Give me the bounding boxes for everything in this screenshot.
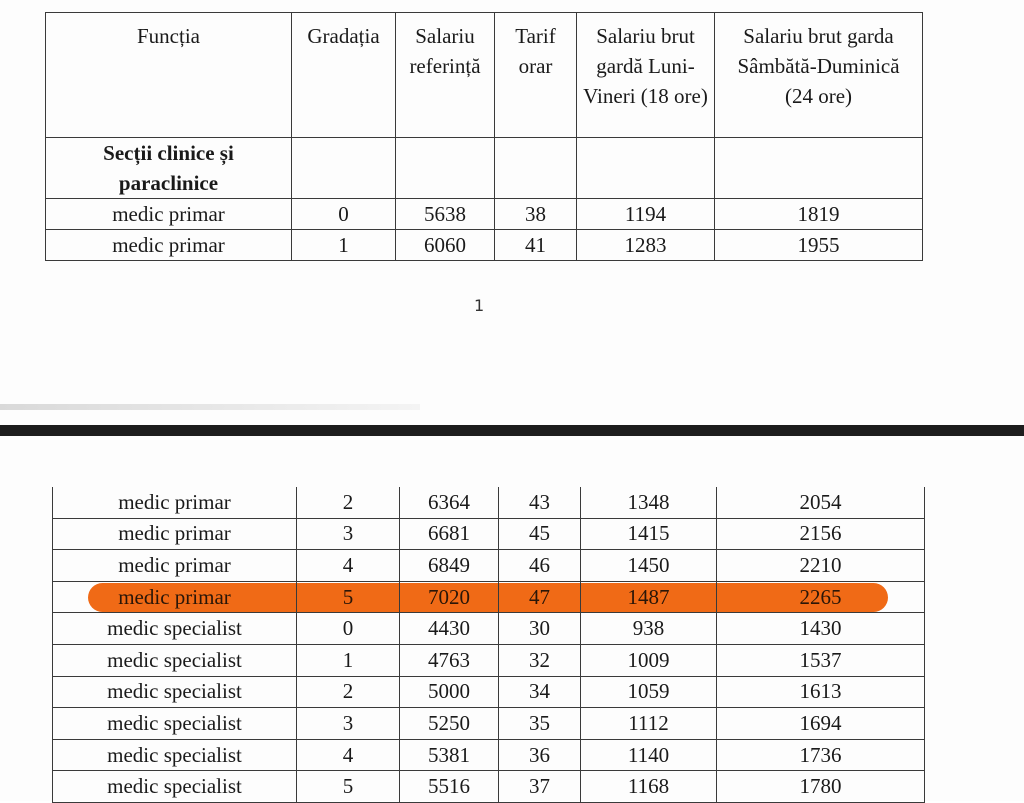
- cell-gradatia: 5: [297, 771, 400, 803]
- cell-salariu: 5000: [400, 676, 499, 708]
- cell-salariu: 4763: [400, 644, 499, 676]
- table-header-row: [46, 13, 923, 138]
- cell-functia: medic specialist: [53, 644, 297, 676]
- cell-gradatia: 3: [297, 518, 400, 550]
- cell-functia: medic primar: [53, 518, 297, 550]
- cell-garda-sd: 2054: [717, 487, 925, 518]
- section-row: [46, 138, 923, 199]
- cell-garda-sd: 1780: [717, 771, 925, 803]
- cell-garda-sd: 2210: [717, 550, 925, 582]
- cell-gradatia: 0: [297, 613, 400, 645]
- cell-gradatia: 4: [297, 739, 400, 771]
- cell-salariu: 4430: [400, 613, 499, 645]
- cell-gradatia: 3: [297, 708, 400, 740]
- cell-functia: medic primar: [53, 550, 297, 582]
- header-garda-luni-vineri: Salariu brut gardă Luni-Vineri (18 ore): [577, 13, 715, 138]
- cell-functia: medic specialist: [53, 613, 297, 645]
- cell-tarif: 32: [499, 644, 581, 676]
- cell-salariu: 6060: [396, 230, 495, 261]
- cell-garda-sd: 1694: [717, 708, 925, 740]
- cell-gradatia: 2: [297, 676, 400, 708]
- cell-garda-lv: 938: [581, 613, 717, 645]
- cell-garda-sd: 1537: [717, 644, 925, 676]
- cell-gradatia: 1: [292, 230, 396, 261]
- cell-tarif: 36: [499, 739, 581, 771]
- cell-functia: medic specialist: [53, 708, 297, 740]
- table-row-highlighted: [53, 581, 925, 613]
- cell-garda-sd: 1819: [715, 199, 923, 230]
- section-label: Secții clinice și paraclinice: [46, 138, 292, 199]
- cell-tarif: 37: [499, 771, 581, 803]
- table-row: [46, 230, 923, 261]
- cell-gradatia: 4: [297, 550, 400, 582]
- cell-salariu: 6681: [400, 518, 499, 550]
- salary-table-bottom: [52, 487, 925, 803]
- cell-salariu: 7020: [400, 581, 499, 613]
- cell-garda-lv: 1168: [581, 771, 717, 803]
- cell-garda-lv: 1487: [581, 581, 717, 613]
- cell-functia: medic specialist: [53, 676, 297, 708]
- cell-garda-lv: 1112: [581, 708, 717, 740]
- cell-gradatia: 2: [297, 487, 400, 518]
- scan-shadow: [0, 404, 420, 410]
- table-row: [53, 676, 925, 708]
- table-row: [53, 708, 925, 740]
- cell-tarif: 38: [495, 199, 577, 230]
- table-row: [53, 518, 925, 550]
- cell-salariu: 6364: [400, 487, 499, 518]
- cell-functia: medic primar: [46, 230, 292, 261]
- cell-garda-sd: 2265: [717, 581, 925, 613]
- cell-gradatia: 1: [297, 644, 400, 676]
- cell-functia: medic specialist: [53, 739, 297, 771]
- header-tarif-orar: Tarif orar: [495, 13, 577, 138]
- header-salariu-referinta: Salariu referință: [396, 13, 495, 138]
- cell-functia: medic specialist: [53, 771, 297, 803]
- cell-tarif: 46: [499, 550, 581, 582]
- cell-garda-lv: 1415: [581, 518, 717, 550]
- cell-gradatia: 5: [297, 581, 400, 613]
- cell-tarif: 43: [499, 487, 581, 518]
- cell-tarif: 47: [499, 581, 581, 613]
- header-functia: Funcția: [46, 13, 292, 138]
- table-row: [53, 771, 925, 803]
- table-row: [53, 739, 925, 771]
- table-row: [53, 487, 925, 518]
- cell-garda-lv: 1009: [581, 644, 717, 676]
- cell-tarif: 45: [499, 518, 581, 550]
- cell-gradatia: 0: [292, 199, 396, 230]
- table-row: [53, 644, 925, 676]
- cell-garda-lv: 1194: [577, 199, 715, 230]
- header-garda-weekend: Salariu brut garda Sâmbătă-Duminică (24 ore): [715, 13, 923, 138]
- cell-garda-sd: 1736: [717, 739, 925, 771]
- cell-garda-lv: 1059: [581, 676, 717, 708]
- header-gradatia: Gradația: [292, 13, 396, 138]
- cell-garda-sd: 1613: [717, 676, 925, 708]
- cell-functia: medic primar: [53, 487, 297, 518]
- cell-tarif: 34: [499, 676, 581, 708]
- cell-garda-lv: 1140: [581, 739, 717, 771]
- cell-salariu: 5516: [400, 771, 499, 803]
- cell-tarif: 41: [495, 230, 577, 261]
- cell-salariu: 5250: [400, 708, 499, 740]
- cell-salariu: 5638: [396, 199, 495, 230]
- cell-garda-lv: 1348: [581, 487, 717, 518]
- cell-functia: medic primar: [46, 199, 292, 230]
- page-number: 1: [474, 296, 485, 315]
- cell-garda-sd: 2156: [717, 518, 925, 550]
- salary-table-top: [45, 12, 923, 261]
- cell-garda-lv: 1450: [581, 550, 717, 582]
- table-row: [46, 199, 923, 230]
- cell-tarif: 35: [499, 708, 581, 740]
- page-divider: [0, 425, 1024, 436]
- cell-garda-sd: 1955: [715, 230, 923, 261]
- cell-functia: medic primar: [53, 581, 297, 613]
- cell-garda-lv: 1283: [577, 230, 715, 261]
- cell-garda-sd: 1430: [717, 613, 925, 645]
- cell-salariu: 6849: [400, 550, 499, 582]
- table-row: [53, 550, 925, 582]
- cell-salariu: 5381: [400, 739, 499, 771]
- table-row: [53, 613, 925, 645]
- cell-tarif: 30: [499, 613, 581, 645]
